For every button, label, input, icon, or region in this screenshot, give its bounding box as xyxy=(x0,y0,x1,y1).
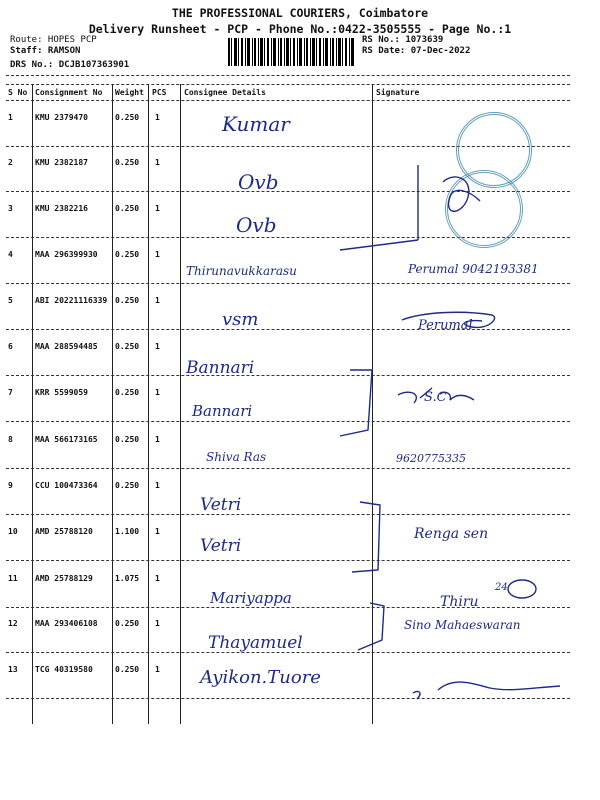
signature-handwriting: Perumal xyxy=(418,318,473,333)
row-weight: 0.250 xyxy=(115,481,140,490)
row-sno: 4 xyxy=(8,250,13,259)
row-consignment-no: MAA 288594485 xyxy=(35,342,98,351)
consignee-handwriting: Thayamuel xyxy=(208,633,303,653)
row-pcs: 1 xyxy=(155,113,160,122)
consignee-handwriting: Ovb xyxy=(236,213,277,237)
row-pcs: 1 xyxy=(155,250,160,259)
row-pcs: 1 xyxy=(155,388,160,397)
row-pcs: 1 xyxy=(155,296,160,305)
row-consignment-no: MAA 296399930 xyxy=(35,250,98,259)
row-sno: 9 xyxy=(8,481,13,490)
row-sno: 7 xyxy=(8,388,13,397)
row-consignment-no: KMU 2382216 xyxy=(35,204,88,213)
row-consignment-no: KMU 2379470 xyxy=(35,113,88,122)
row-weight: 0.250 xyxy=(115,158,140,167)
consignee-handwriting: Shiva Ras xyxy=(206,450,267,464)
consignee-handwriting: Bannari xyxy=(192,402,253,420)
row-sno: 5 xyxy=(8,296,13,305)
row-consignment-no: CCU 100473364 xyxy=(35,481,98,490)
row-weight: 0.250 xyxy=(115,665,140,674)
row-weight: 0.250 xyxy=(115,296,140,305)
row-weight: 0.250 xyxy=(115,435,140,444)
row-sno: 11 xyxy=(8,574,18,583)
signature-handwriting: Thiru xyxy=(440,594,479,610)
col-header-signature: Signature xyxy=(376,88,420,97)
row-consignment-no: AMD 25788129 xyxy=(35,574,93,583)
row-weight: 0.250 xyxy=(115,113,140,122)
row-weight: 0.250 xyxy=(115,388,140,397)
consignee-handwriting: Bannari xyxy=(186,358,255,378)
row-consignment-no: TCG 40319580 xyxy=(35,665,93,674)
consignee-handwriting: Kumar xyxy=(222,112,290,136)
staff-label: Staff: RAMSON xyxy=(10,46,81,56)
company-title: THE PROFESSIONAL COURIERS, Coimbatore xyxy=(171,6,429,20)
col-header-consignment: Consignment No xyxy=(35,88,103,97)
consignee-handwriting: Ayikon.Tuore xyxy=(200,667,321,688)
row-pcs: 1 xyxy=(155,342,160,351)
consignee-handwriting: Vetri xyxy=(200,495,242,515)
row-pcs: 1 xyxy=(155,158,160,167)
signature-handwriting: Sino Mahaeswaran xyxy=(404,618,521,632)
row-consignment-no: AMD 25788120 xyxy=(35,527,93,536)
row-consignment-no: KMU 2382187 xyxy=(35,158,88,167)
row-weight: 0.250 xyxy=(115,250,140,259)
route-label: Route: HOPES PCP xyxy=(10,35,97,45)
row-sno: 1 xyxy=(8,113,13,122)
row-pcs: 1 xyxy=(155,619,160,628)
col-header-pcs: PCS xyxy=(152,88,167,97)
row-weight: 1.075 xyxy=(115,574,140,583)
row-sno: 2 xyxy=(8,158,13,167)
drs-number: DRS No.: DCJB107363901 xyxy=(10,60,130,70)
col-header-consignee: Consignee Details xyxy=(184,88,266,97)
signature-handwriting: Renga sen xyxy=(414,526,489,542)
consignee-handwriting: Mariyappa xyxy=(210,589,292,607)
rs-date: RS Date: 07-Dec-2022 xyxy=(362,46,471,56)
signature-handwriting: Perumal 9042193381 xyxy=(408,262,539,276)
consignee-handwriting: Vetri xyxy=(200,536,242,556)
row-consignment-no: KRR 5599059 xyxy=(35,388,88,397)
row-weight: 1.100 xyxy=(115,527,140,536)
row-pcs: 1 xyxy=(155,665,160,674)
row-pcs: 1 xyxy=(155,204,160,213)
row-consignment-no: MAA 566173165 xyxy=(35,435,98,444)
row-sno: 10 xyxy=(8,527,18,536)
rs-number: RS No.: 1073639 xyxy=(362,35,444,45)
row-sno: 8 xyxy=(8,435,13,444)
consignee-handwriting: vsm xyxy=(222,309,259,330)
signature-handwriting: 9620775335 xyxy=(396,452,466,465)
row-pcs: 1 xyxy=(155,435,160,444)
row-pcs: 1 xyxy=(155,481,160,490)
row-pcs: 1 xyxy=(155,527,160,536)
row-consignment-no: ABI 20221116339 xyxy=(35,296,108,305)
consignee-handwriting: Thirunavukkarasu xyxy=(186,264,297,278)
annotation-number: 24 xyxy=(495,582,508,593)
row-sno: 13 xyxy=(8,665,18,674)
signature-handwriting: S.C xyxy=(424,390,447,405)
row-sno: 3 xyxy=(8,204,13,213)
row-sno: 12 xyxy=(8,619,18,628)
row-sno: 6 xyxy=(8,342,13,351)
row-pcs: 1 xyxy=(155,574,160,583)
col-header-weight: Weight xyxy=(115,88,144,97)
row-weight: 0.250 xyxy=(115,342,140,351)
row-consignment-no: MAA 293406108 xyxy=(35,619,98,628)
runsheet-subtitle: Delivery Runsheet - PCP - Phone No.:0422-3505555 - Page No.:1 xyxy=(88,22,512,36)
consignee-handwriting: Ovb xyxy=(238,170,279,194)
col-header-sno: S No xyxy=(8,88,28,97)
row-weight: 0.250 xyxy=(115,619,140,628)
row-weight: 0.250 xyxy=(115,204,140,213)
